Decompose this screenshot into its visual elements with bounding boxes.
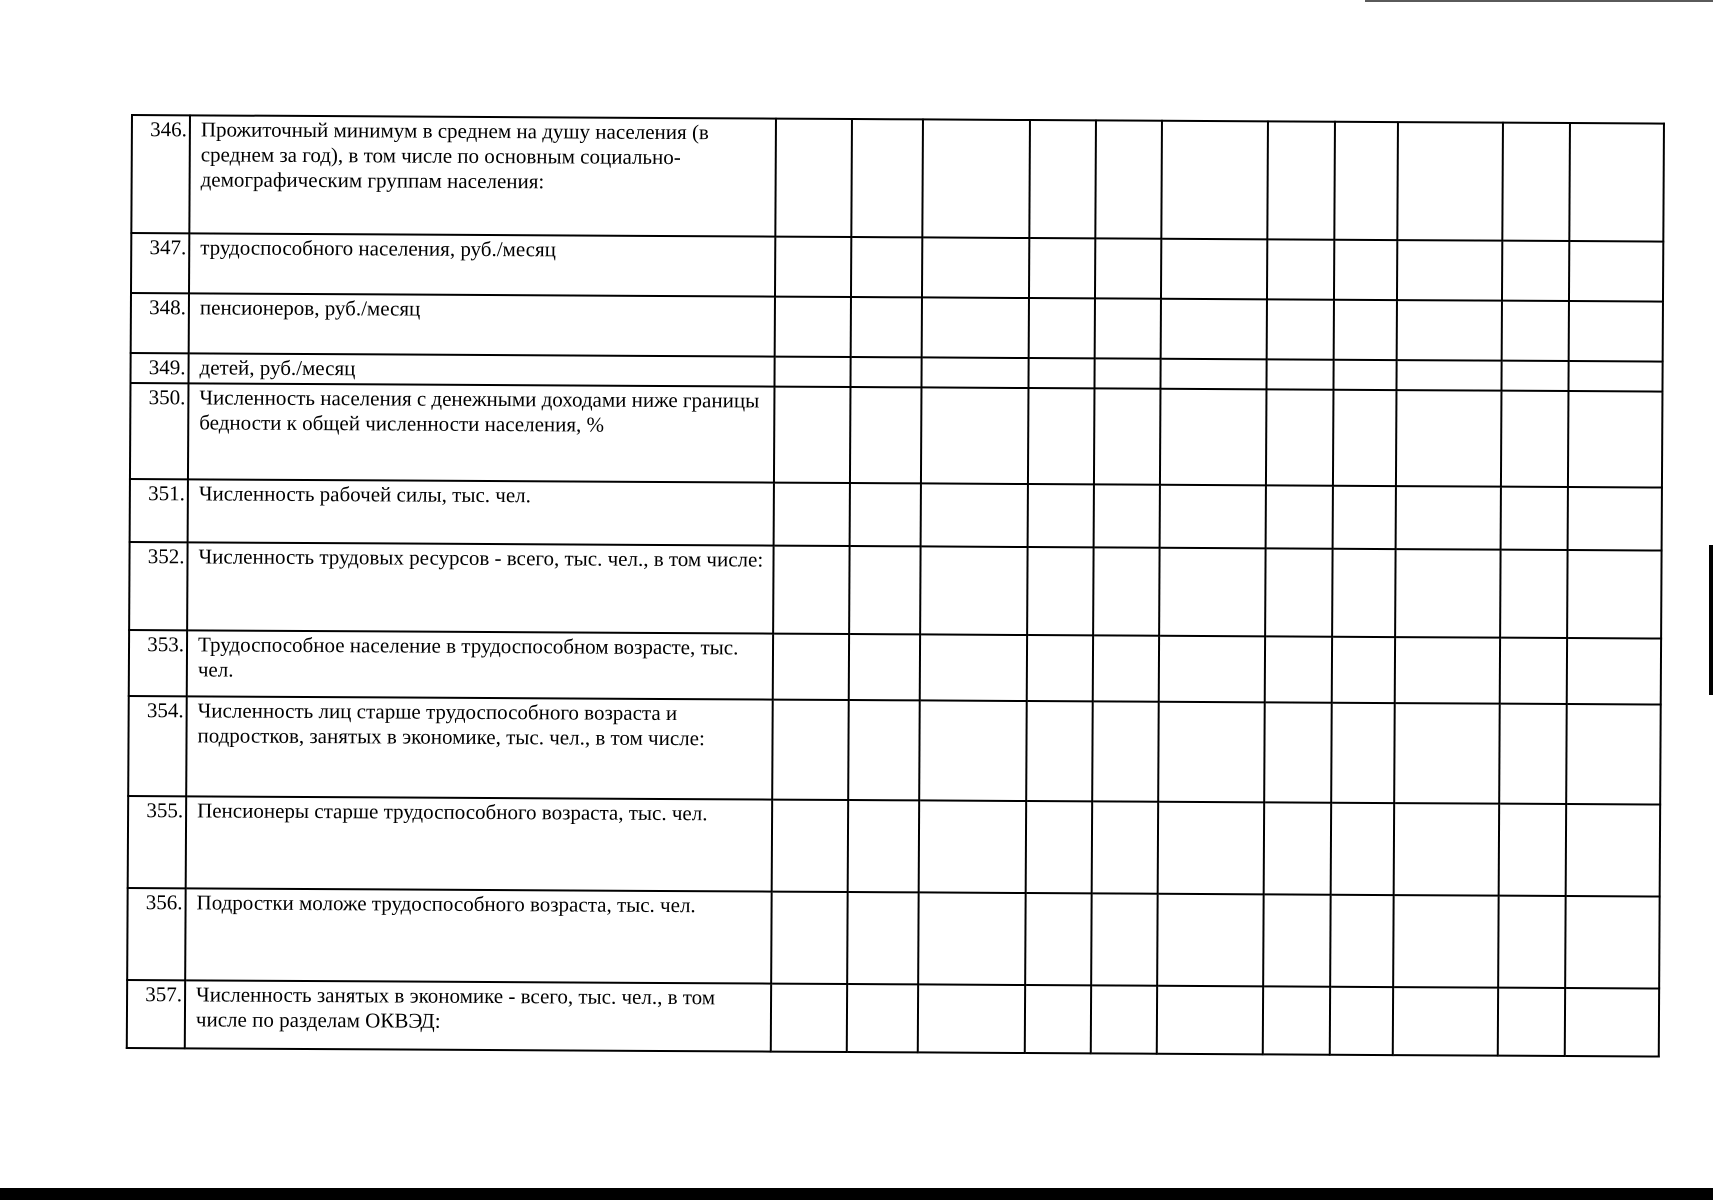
empty-value-cell xyxy=(919,800,1027,893)
empty-value-cell xyxy=(1397,300,1502,361)
empty-value-cell xyxy=(1333,486,1396,549)
table-row xyxy=(127,888,1659,989)
empty-value-cell xyxy=(1027,547,1093,635)
empty-value-cell xyxy=(1093,547,1159,635)
table-row xyxy=(127,980,1659,1057)
empty-value-cell xyxy=(773,634,849,700)
empty-value-cell xyxy=(774,483,850,546)
empty-value-cell xyxy=(1498,896,1566,988)
empty-value-cell xyxy=(1396,390,1502,487)
scan-top-edge-line xyxy=(1365,0,1713,2)
empty-value-cell xyxy=(849,546,920,634)
empty-value-cell xyxy=(1331,703,1395,803)
empty-value-cell xyxy=(1092,701,1159,801)
scan-bottom-edge-band xyxy=(0,1188,1713,1200)
empty-value-cell xyxy=(1567,638,1661,705)
table-row xyxy=(131,293,1663,362)
table-row xyxy=(131,115,1664,242)
indicators-table-body xyxy=(127,115,1664,1057)
table-row xyxy=(129,542,1661,639)
empty-value-cell xyxy=(1501,391,1569,487)
empty-value-cell xyxy=(847,984,918,1052)
empty-value-cell xyxy=(1568,391,1663,488)
empty-value-cell xyxy=(1569,241,1663,302)
empty-value-cell xyxy=(1029,238,1095,298)
row-number: 353. xyxy=(129,630,187,696)
empty-value-cell xyxy=(1330,987,1393,1055)
empty-value-cell xyxy=(1264,802,1332,894)
empty-value-cell xyxy=(774,357,850,387)
empty-value-cell xyxy=(1333,360,1396,390)
empty-value-cell xyxy=(1266,389,1334,485)
row-indicator-label: Трудоспособное население в трудоспособном возрасте, тыс. чел. xyxy=(187,630,773,699)
empty-value-cell xyxy=(1334,300,1397,360)
empty-value-cell xyxy=(772,700,849,800)
empty-value-cell xyxy=(1028,484,1094,547)
empty-value-cell xyxy=(921,357,1028,388)
empty-value-cell xyxy=(920,634,1027,701)
row-indicator-label: Численность населения с денежными доходами ниже границы бедности к общей численности населения, % xyxy=(188,383,775,482)
empty-value-cell xyxy=(1265,636,1332,702)
table-row xyxy=(128,796,1660,897)
empty-value-cell xyxy=(1332,637,1395,703)
empty-value-cell xyxy=(922,119,1030,238)
empty-value-cell xyxy=(851,119,923,237)
row-indicator-label: Пенсионеры старше трудоспособного возраста, тыс. чел. xyxy=(186,796,773,891)
empty-value-cell xyxy=(1028,358,1094,388)
empty-value-cell xyxy=(1092,801,1159,893)
table-row xyxy=(130,479,1662,551)
empty-value-cell xyxy=(1025,893,1092,985)
empty-value-cell xyxy=(850,387,922,483)
row-indicator-label: Численность рабочей силы, тыс. чел. xyxy=(188,479,774,545)
empty-value-cell xyxy=(772,800,849,892)
empty-value-cell xyxy=(1498,988,1565,1056)
empty-value-cell xyxy=(922,237,1029,298)
empty-value-cell xyxy=(1026,801,1093,893)
row-number: 355. xyxy=(128,796,187,888)
empty-value-cell xyxy=(921,387,1029,484)
empty-value-cell xyxy=(1267,299,1334,359)
empty-value-cell xyxy=(1501,487,1568,550)
empty-value-cell xyxy=(1095,120,1162,238)
row-indicator-label: Численность занятых в экономике - всего, тыс. чел., в том числе по разделам ОКВЭД: xyxy=(185,980,771,1051)
row-number: 350. xyxy=(130,383,189,479)
row-number: 354. xyxy=(128,696,187,796)
empty-value-cell xyxy=(1157,894,1264,987)
empty-value-cell xyxy=(1502,123,1570,241)
empty-value-cell xyxy=(850,357,921,387)
empty-value-cell xyxy=(1334,122,1398,240)
empty-value-cell xyxy=(1091,985,1157,1053)
empty-value-cell xyxy=(1499,804,1567,896)
empty-value-cell xyxy=(1397,240,1502,301)
empty-value-cell xyxy=(1265,548,1332,636)
empty-value-cell xyxy=(1095,238,1161,298)
empty-value-cell xyxy=(849,634,920,700)
empty-value-cell xyxy=(774,387,851,483)
empty-value-cell xyxy=(1159,548,1265,637)
empty-value-cell xyxy=(1334,240,1397,300)
empty-value-cell xyxy=(918,892,1026,985)
empty-value-cell xyxy=(850,483,921,546)
row-number: 352. xyxy=(129,542,187,630)
empty-value-cell xyxy=(775,119,852,237)
empty-value-cell xyxy=(771,892,848,984)
empty-value-cell xyxy=(1263,894,1331,986)
empty-value-cell xyxy=(1160,485,1266,549)
empty-value-cell xyxy=(1093,635,1159,701)
empty-value-cell xyxy=(1397,122,1503,241)
empty-value-cell xyxy=(1395,637,1500,704)
empty-value-cell xyxy=(1029,120,1096,238)
empty-value-cell xyxy=(1394,703,1500,804)
table-row xyxy=(128,696,1661,805)
row-number: 357. xyxy=(127,980,185,1048)
empty-value-cell xyxy=(1094,484,1160,547)
empty-value-cell xyxy=(1159,636,1265,703)
empty-value-cell xyxy=(1161,299,1267,360)
empty-value-cell xyxy=(771,984,847,1052)
table-row xyxy=(129,630,1661,705)
empty-value-cell xyxy=(1160,389,1267,486)
table-row xyxy=(130,383,1663,488)
empty-value-cell xyxy=(1094,388,1161,484)
empty-value-cell xyxy=(775,237,851,297)
empty-value-cell xyxy=(1569,123,1664,242)
row-indicator-label: детей, руб./месяц xyxy=(188,353,774,386)
empty-value-cell xyxy=(848,700,920,800)
empty-value-cell xyxy=(1157,986,1263,1055)
empty-value-cell xyxy=(1331,803,1395,895)
empty-value-cell xyxy=(847,892,919,984)
empty-value-cell xyxy=(1161,239,1267,300)
row-number: 349. xyxy=(130,353,188,383)
empty-value-cell xyxy=(1566,804,1661,897)
empty-value-cell xyxy=(1027,635,1093,701)
empty-value-cell xyxy=(1567,550,1661,639)
empty-value-cell xyxy=(921,483,1028,547)
empty-value-cell xyxy=(1028,388,1095,484)
empty-value-cell xyxy=(1568,487,1662,551)
empty-value-cell xyxy=(1160,359,1266,390)
empty-value-cell xyxy=(1025,985,1091,1053)
row-indicator-label: Численность лиц старше трудоспособного возраста и подростков, занятых в экономике, тыс. чел., в том числе: xyxy=(186,696,773,799)
row-number: 346. xyxy=(131,115,190,233)
empty-value-cell xyxy=(1565,988,1659,1057)
scan-right-edge-mark xyxy=(1709,545,1713,695)
empty-value-cell xyxy=(1158,802,1265,895)
row-number: 348. xyxy=(131,293,189,353)
empty-value-cell xyxy=(919,700,1027,801)
table-row xyxy=(131,233,1663,302)
empty-value-cell xyxy=(1569,301,1663,362)
empty-value-cell xyxy=(1094,358,1160,388)
empty-value-cell xyxy=(1330,895,1394,987)
empty-value-cell xyxy=(1501,361,1568,391)
empty-value-cell xyxy=(1566,704,1661,805)
empty-value-cell xyxy=(1266,485,1333,548)
row-number: 356. xyxy=(127,888,186,980)
empty-value-cell xyxy=(1393,987,1498,1056)
empty-value-cell xyxy=(1565,896,1660,989)
row-number: 347. xyxy=(131,233,189,293)
empty-value-cell xyxy=(1394,803,1500,896)
empty-value-cell xyxy=(1502,241,1569,301)
empty-value-cell xyxy=(1395,549,1500,638)
empty-value-cell xyxy=(1091,893,1158,985)
empty-value-cell xyxy=(918,984,1025,1053)
empty-value-cell xyxy=(1393,895,1499,988)
empty-value-cell xyxy=(1332,549,1395,637)
empty-value-cell xyxy=(1499,704,1567,804)
empty-value-cell xyxy=(1266,359,1333,389)
empty-value-cell xyxy=(775,297,851,357)
empty-value-cell xyxy=(1502,301,1569,361)
row-number: 351. xyxy=(130,479,188,542)
row-indicator-label: Подростки моложе трудоспособного возраста, тыс. чел. xyxy=(185,888,772,983)
empty-value-cell xyxy=(1396,486,1501,550)
empty-value-cell xyxy=(1158,702,1265,803)
empty-value-cell xyxy=(1095,298,1161,358)
empty-value-cell xyxy=(1264,702,1332,802)
empty-value-cell xyxy=(851,297,922,357)
empty-value-cell xyxy=(1161,121,1268,240)
empty-value-cell xyxy=(1267,121,1335,239)
empty-value-cell xyxy=(1267,239,1334,299)
empty-value-cell xyxy=(848,800,920,892)
empty-value-cell xyxy=(851,237,922,297)
empty-value-cell xyxy=(1500,638,1567,704)
empty-value-cell xyxy=(1026,701,1093,801)
empty-value-cell xyxy=(1263,986,1330,1054)
row-indicator-label: Численность трудовых ресурсов - всего, тыс. чел., в том числе: xyxy=(187,542,773,633)
empty-value-cell xyxy=(1396,360,1501,391)
empty-value-cell xyxy=(1568,361,1662,392)
empty-value-cell xyxy=(920,546,1027,635)
empty-value-cell xyxy=(1500,550,1567,638)
row-indicator-label: трудоспособного населения, руб./месяц xyxy=(189,233,775,296)
indicators-table xyxy=(126,114,1665,1058)
empty-value-cell xyxy=(1333,390,1397,486)
empty-value-cell xyxy=(773,546,849,634)
row-indicator-label: пенсионеров, руб./месяц xyxy=(189,293,775,356)
empty-value-cell xyxy=(922,297,1029,358)
empty-value-cell xyxy=(1029,298,1095,358)
row-indicator-label: Прожиточный минимум в среднем на душу населения (в среднем за год), в том числе по основным социально-демографическим группам населения: xyxy=(189,115,776,236)
